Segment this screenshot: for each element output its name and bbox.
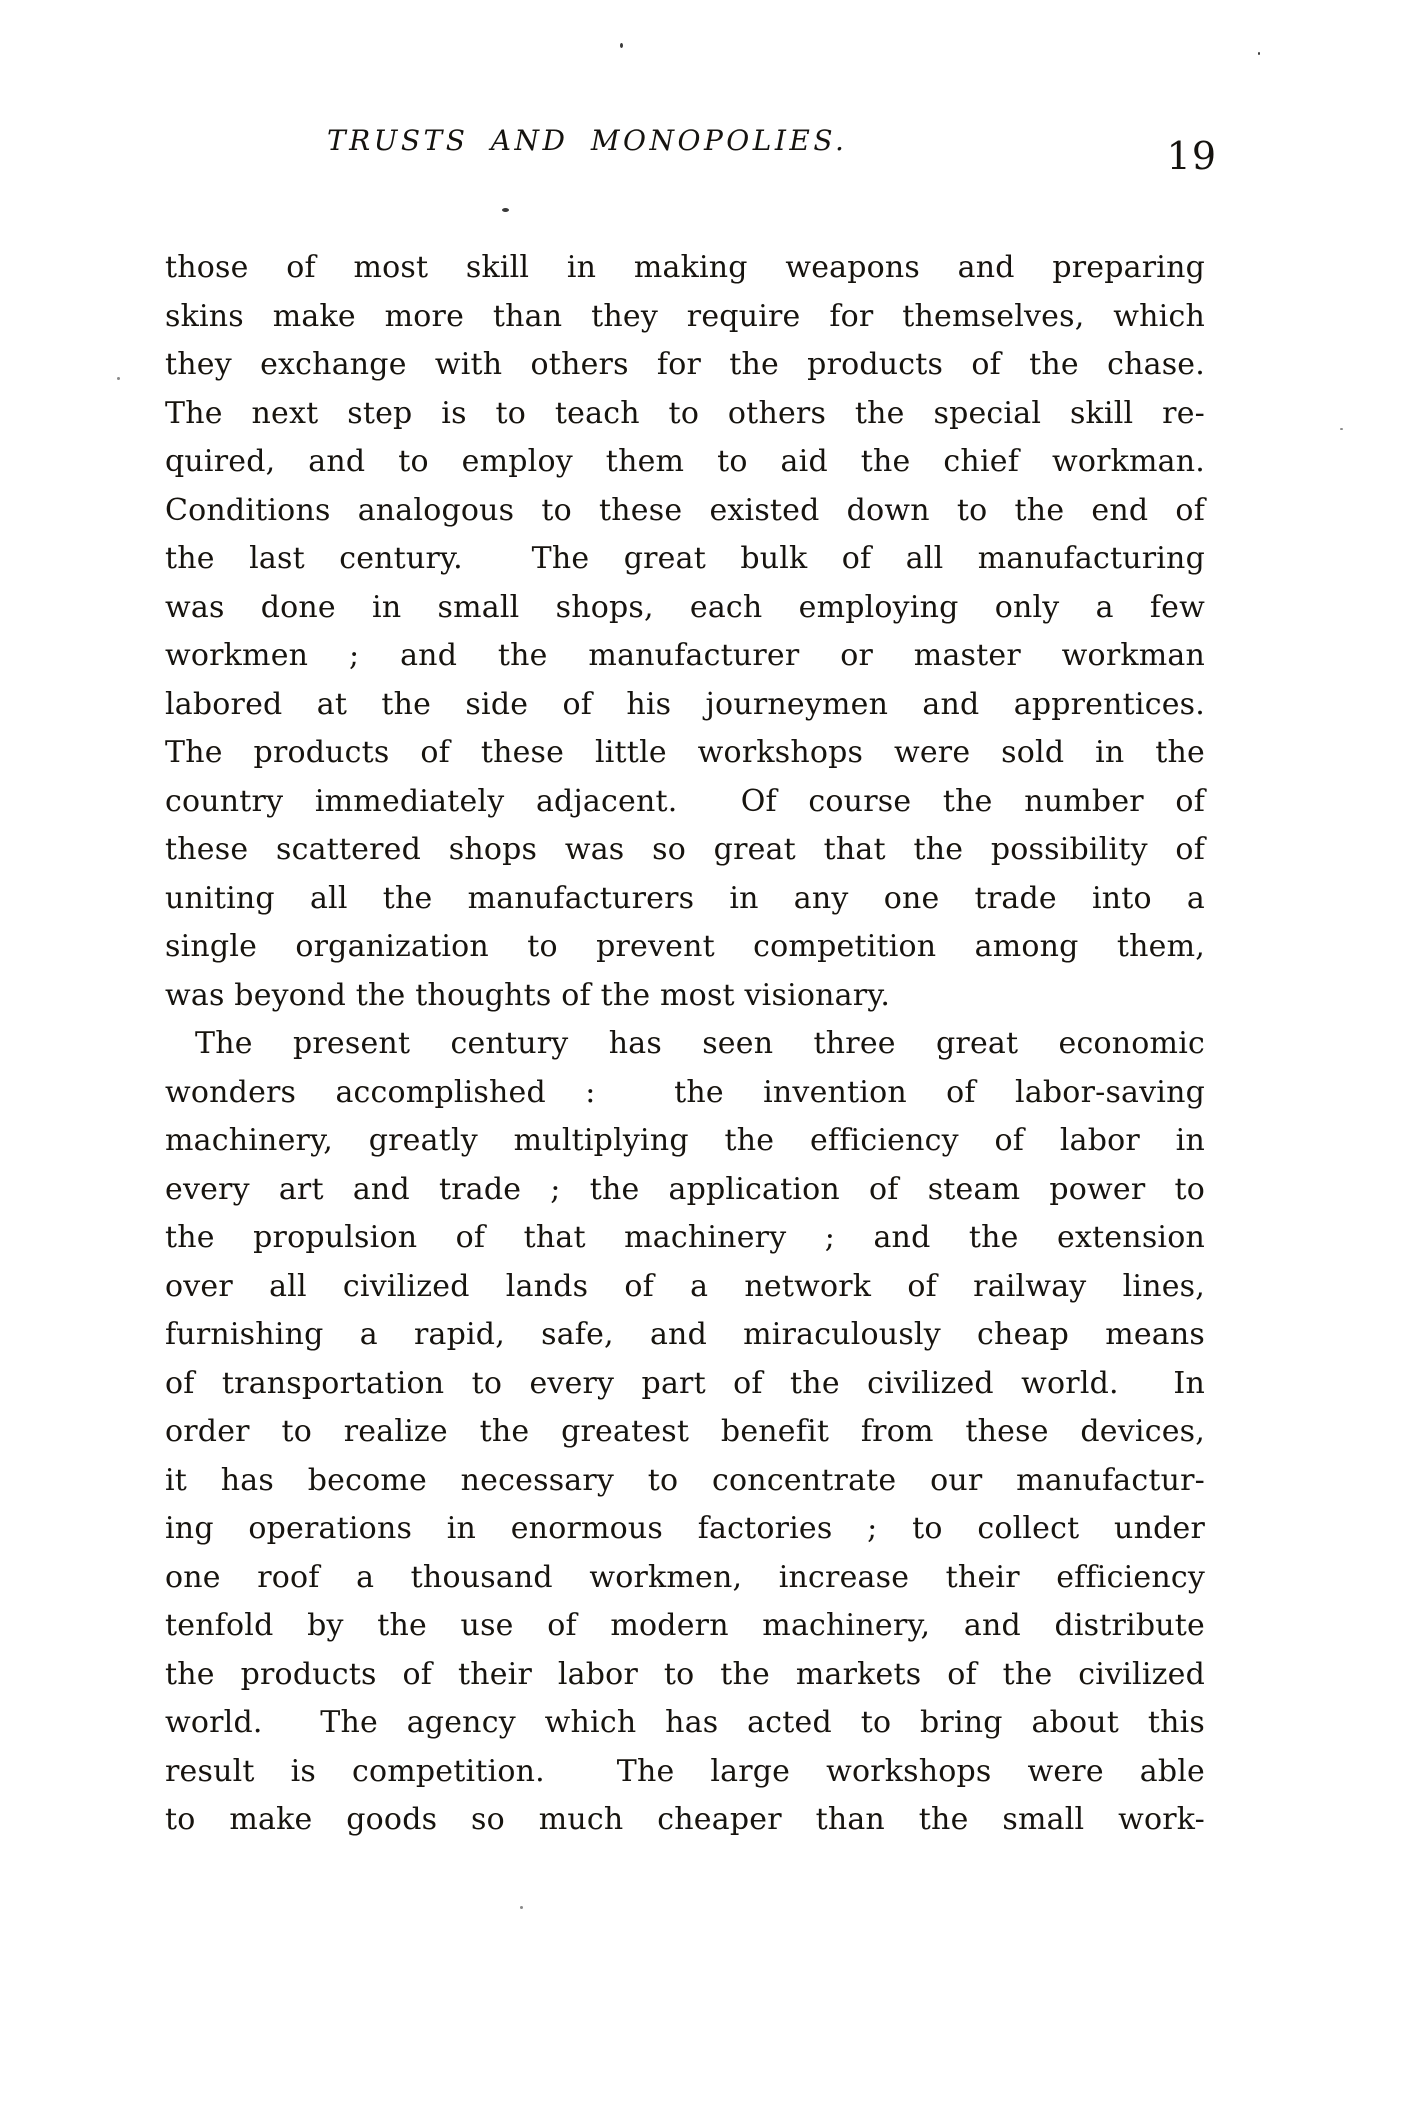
text-line: Conditions analogous to these existed down to the end of [165, 492, 1205, 528]
scan-speck [1340, 428, 1343, 430]
text-line: they exchange with others for the products of the chase. [165, 347, 1205, 382]
text-line: The products of these little workshops were sold in the [165, 735, 1205, 770]
text-line: these scattered shops was so great that the possibility of [165, 832, 1205, 867]
running-head-title: TRUSTS AND MONOPOLIES. [327, 124, 848, 157]
scan-speck [502, 208, 509, 212]
text-line: was done in small shops, each employing only a few [165, 589, 1205, 625]
text-line: one roof a thousand workmen, increase their efficiency [165, 1559, 1205, 1595]
text-line: wonders accomplished : the invention of labor-saving [165, 1074, 1205, 1110]
text-line: result is competition. The large workshops were able [165, 1753, 1205, 1789]
text-line: was beyond the thoughts of the most visionary. [165, 977, 891, 1013]
text-line: country immediately adjacent. Of course the number of [165, 783, 1205, 819]
scan-speck [520, 1906, 523, 1909]
text-line: the propulsion of that machinery ; and the extension [165, 1220, 1205, 1255]
text-line: of transportation to every part of the civilized world. In [165, 1365, 1205, 1401]
text-line: quired, and to employ them to aid the chief workman. [165, 444, 1205, 479]
text-line: skins make more than they require for themselves, which [165, 298, 1205, 334]
text-line: single organization to prevent competition among them, [165, 929, 1205, 964]
scan-speck [620, 43, 623, 48]
text-line: order to realize the greatest benefit from these devices, [165, 1414, 1205, 1449]
text-line: furnishing a rapid, safe, and miraculously cheap means [165, 1317, 1205, 1352]
text-line: the products of their labor to the markets of the civilized [165, 1656, 1205, 1692]
text-line: tenfold by the use of modern machinery, and distribute [165, 1608, 1205, 1643]
text-line: workmen ; and the manufacturer or master workman [165, 638, 1205, 673]
scan-speck [117, 377, 120, 380]
paragraph [165, 1020, 1205, 1845]
text-line: uniting all the manufacturers in any one trade into a [165, 880, 1205, 916]
paragraph [165, 244, 1205, 1020]
scan-speck [1258, 52, 1260, 55]
page-header [165, 116, 1217, 216]
text-line: the last century. The great bulk of all manufacturing [165, 541, 1205, 576]
text-line: world. The agency which has acted to bring about this [165, 1705, 1205, 1740]
text-line: labored at the side of his journeymen and apprentices. [165, 686, 1205, 722]
text-line: to make goods so much cheaper than the small work- [165, 1802, 1205, 1837]
text-line: it has become necessary to concentrate our manufactur- [165, 1462, 1205, 1498]
text-line: The next step is to teach to others the special skill re- [165, 395, 1205, 431]
page-number: 19 [1166, 134, 1217, 178]
text-line: over all civilized lands of a network of railway lines, [165, 1268, 1205, 1304]
text-line: ing operations in enormous factories ; to collect under [165, 1511, 1205, 1546]
text-line: machinery, greatly multiplying the efficiency of labor in [165, 1123, 1205, 1158]
text-line: every art and trade ; the application of steam power to [165, 1171, 1205, 1207]
text-line: The present century has seen three great economic [195, 1026, 1205, 1061]
body-text [165, 244, 1205, 1845]
text-line: those of most skill in making weapons and preparing [165, 250, 1205, 285]
